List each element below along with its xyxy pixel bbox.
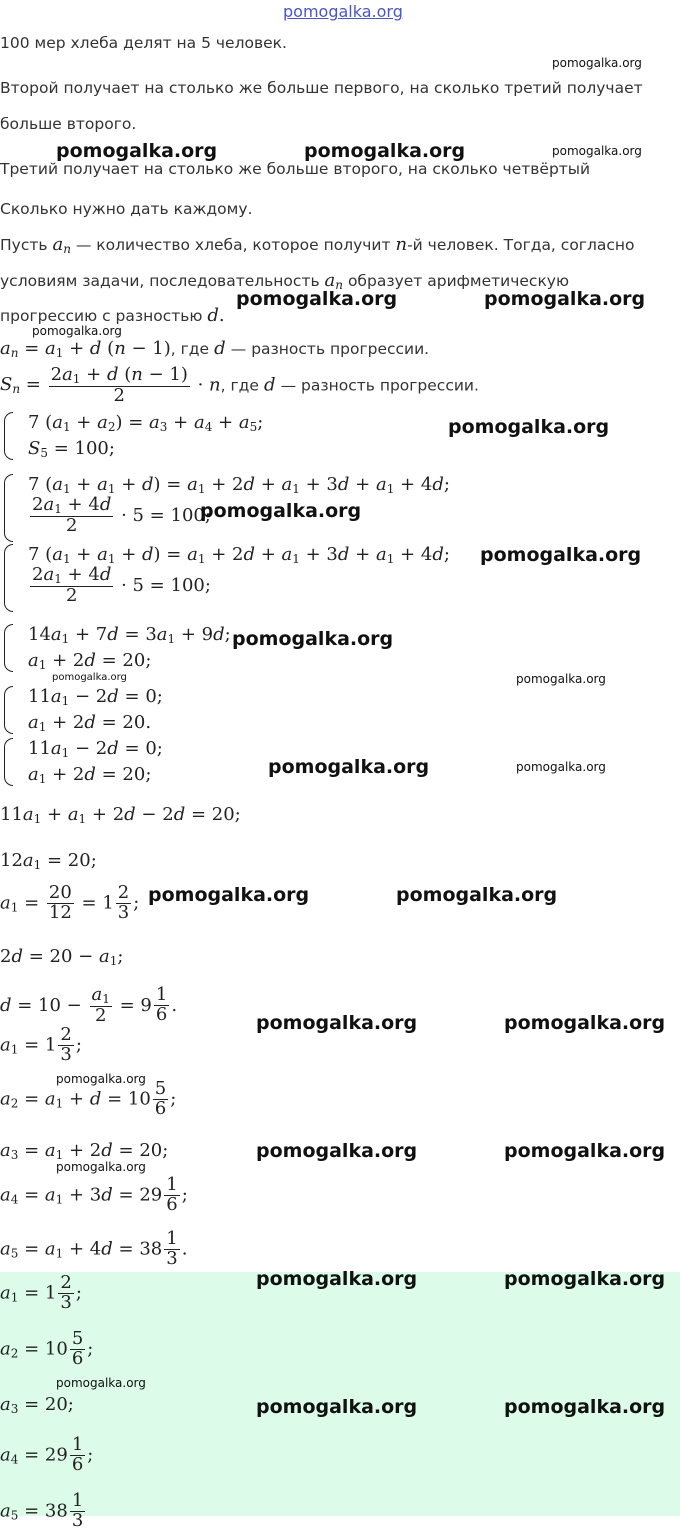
watermark: pomogalka.org — [304, 140, 466, 162]
step-a1: $a_1$ = $\frac{20}{12}$ = 1 $\frac{2}{3}$ ; — [0, 882, 140, 923]
system3-eq2: $\frac{2a_1 + 4d}{2}$ · 5 = 100; — [32, 564, 211, 606]
answer-a4: $a_4 = 29$ $\frac{1}{6}$ ; — [0, 1434, 94, 1475]
answer-a3: $a_3 = 20$; — [0, 1394, 74, 1416]
formula-an: $a_n = a_1 + d$ (n − 1), где d — разность прогрессии. — [0, 338, 430, 360]
system2-eq2: $\frac{2a_1 + 4d}{2}$ · 5 = 100; — [32, 494, 211, 536]
system4-eq2: $a_1 + 2d = 20$; — [28, 650, 152, 672]
watermark: pomogalka.org — [236, 288, 398, 310]
system6-eq1: $11a_1 - 2d = 0$; — [28, 738, 163, 760]
watermark: pomogalka.org — [148, 884, 310, 906]
watermark: pomogalka.org — [256, 1012, 418, 1034]
watermark: pomogalka.org — [56, 1160, 146, 1174]
watermark: pomogalka.org — [56, 140, 218, 162]
watermark: pomogalka.org — [484, 288, 646, 310]
problem-line-2: Второй получает на столько же больше первого, на сколько третий получает — [0, 79, 643, 97]
step-2d: $2d = 20 - a_1$; — [0, 946, 124, 968]
system6-eq2: $a_1 + 2d = 20$; — [28, 764, 152, 786]
watermark: pomogalka.org — [256, 1396, 418, 1418]
term-a4: $a_4 = a_1 + 3d = 29$ $\frac{1}{6}$ ; — [0, 1174, 188, 1215]
watermark: pomogalka.org — [516, 672, 606, 686]
intro-line-3: прогрессию с разностью d. — [0, 305, 225, 326]
watermark: pomogalka.org — [268, 756, 430, 778]
system5-eq1: $11a_1 - 2d = 0$; — [28, 686, 163, 708]
watermark: pomogalka.org — [552, 56, 642, 70]
watermark: pomogalka.org — [52, 672, 127, 683]
watermark: pomogalka.org — [256, 1268, 418, 1290]
problem-line-4: Третий получает на столько же больше второго, на сколько четвёртый — [0, 160, 591, 178]
formula-sn: $S_n$ = $\frac{2a_1 + d (n - 1)}{2}$ · n, где d — разность прогрессии. — [0, 364, 479, 406]
term-a5: $a_5 = a_1 + 4d = 38$ $\frac{1}{3}$ . — [0, 1228, 188, 1269]
watermark: pomogalka.org — [504, 1140, 666, 1162]
system1-eq1: 7 $(a_1 + a_2) = a_3 + a_4 + a_5$; — [28, 412, 264, 434]
system2-eq1: 7 $(a_1 + a_1 + d) = a_1 + 2d + a_1 + 3d + a_1 + 4d$; — [28, 474, 450, 496]
watermark: pomogalka.org — [504, 1268, 666, 1290]
answer-a2: $a_2 = 10$ $\frac{5}{6}$ ; — [0, 1328, 94, 1369]
step-d: d = 10 − $\frac{a_1}{2}$ = 9 $\frac{1}{6}$ . — [0, 984, 178, 1026]
term-a2: $a_2 = a_1 + d = 10$ $\frac{5}{6}$ ; — [0, 1078, 177, 1119]
problem-line-1: 100 мер хлеба делят на 5 человек. — [0, 34, 287, 52]
system3-eq1: 7 $(a_1 + a_1 + d) = a_1 + 2d + a_1 + 3d + a_1 + 4d$; — [28, 544, 450, 566]
watermark: pomogalka.org — [516, 760, 606, 774]
watermark: pomogalka.org — [56, 1072, 146, 1086]
watermark: pomogalka.org — [396, 884, 558, 906]
intro-line-1: Пусть $a_n$ — количество хлеба, которое получит n-й человек. Тогда, согласно — [0, 234, 635, 256]
answer-block — [0, 1272, 680, 1516]
site-link-top[interactable]: pomogalka.org — [283, 2, 403, 21]
watermark: pomogalka.org — [256, 1140, 418, 1162]
watermark: pomogalka.org — [200, 500, 362, 522]
answer-a1: $a_1 = 1$ $\frac{2}{3}$ ; — [0, 1272, 82, 1313]
watermark: pomogalka.org — [448, 416, 610, 438]
system4-eq1: $14a_1 + 7d = 3a_1 + 9d$; — [28, 624, 231, 646]
answer-a5: $a_5 = 38$ $\frac{1}{3}$ — [0, 1490, 84, 1531]
intro-line-2: условиям задачи, последовательность $a_n$ образует арифметическую — [0, 270, 570, 292]
term-a3: $a_3 = a_1 + 2d = 20$; — [0, 1140, 169, 1162]
watermark: pomogalka.org — [480, 544, 642, 566]
watermark: pomogalka.org — [56, 1376, 146, 1390]
step-12a1: $12a_1 = 20$; — [0, 850, 97, 872]
watermark: pomogalka.org — [504, 1396, 666, 1418]
step-sum: $11a_1 + a_1 + 2d - 2d = 20$; — [0, 804, 241, 826]
watermark: pomogalka.org — [32, 324, 122, 338]
watermark: pomogalka.org — [504, 1012, 666, 1034]
problem-line-5: Сколько нужно дать каждому. — [0, 200, 253, 218]
problem-line-3: больше второго. — [0, 115, 137, 133]
term-a1: $a_1 = 1$ $\frac{2}{3}$ ; — [0, 1024, 82, 1065]
watermark: pomogalka.org — [552, 144, 642, 158]
watermark: pomogalka.org — [232, 628, 394, 650]
system1-eq2: $S_5 = 100$; — [28, 438, 115, 460]
system5-eq2: $a_1 + 2d = 20$. — [28, 712, 152, 734]
